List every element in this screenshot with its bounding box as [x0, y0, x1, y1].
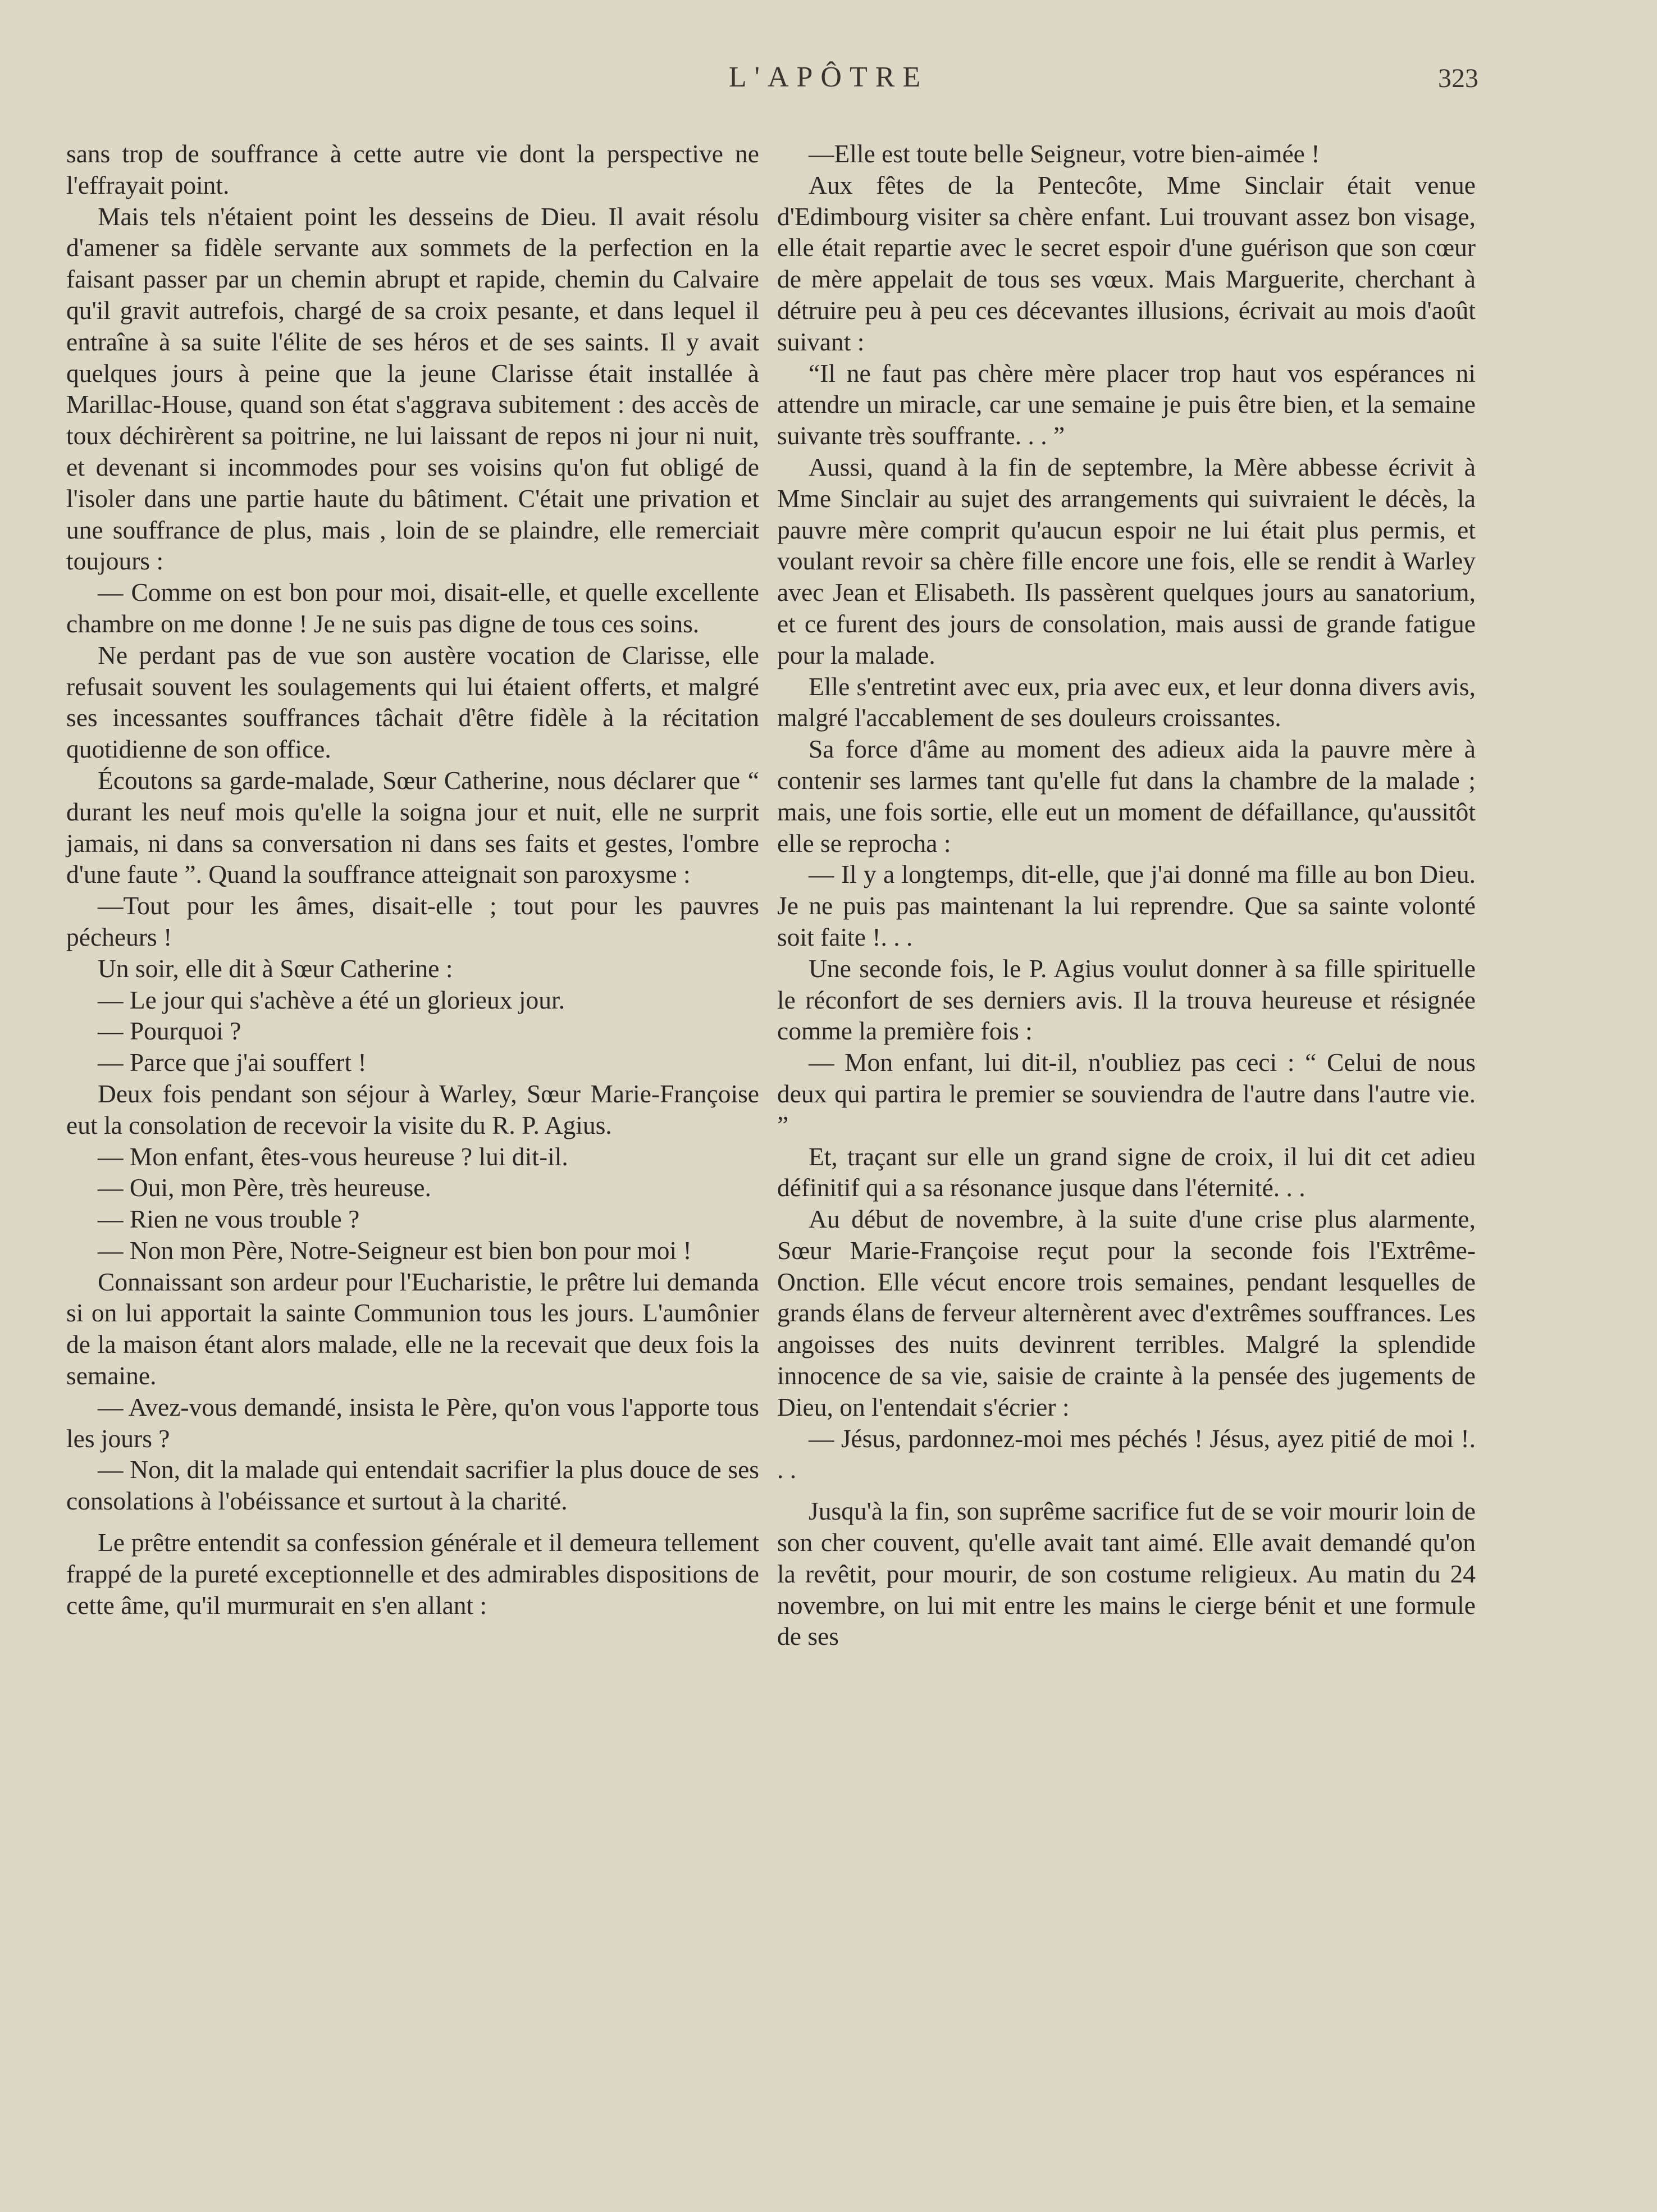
paragraph: Une seconde fois, le P. Agius voulut donner à sa fille spirituelle le réconfort de ses derniers avis. Il la trouva heureuse et résignée comme la première fois : [777, 954, 1476, 1046]
paragraph: Jusqu'à la fin, son suprême sacrifice fut de se voir mourir loin de son cher couvent, qu'elle avait tant aimé. Elle avait demandé qu'on la revêtit, pour mourir, de son costume religieux. Au matin du 24 novembre, on lui mit entre les mains le cierge bénit et une formule de ses [777, 1497, 1476, 1651]
paragraph: —Elle est toute belle Seigneur, votre bien-aimée ! [809, 139, 1320, 168]
paragraph: — Le jour qui s'achève a été un glorieux jour. [98, 985, 565, 1014]
paragraph: — Mon enfant, êtes-vous heureuse ? lui dit-il. [98, 1142, 568, 1171]
paragraph: — Il y a longtemps, dit-elle, que j'ai donné ma fille au bon Dieu. Je ne puis pas maintenant la lui reprendre. Que sa sainte volonté soit faite !. . . [777, 860, 1476, 951]
running-title: L'APÔTRE [728, 61, 929, 93]
paragraph: Elle s'entretint avec eux, pria avec eux, et leur donna divers avis, malgré l'accablement de ses douleurs croissantes. [777, 672, 1476, 732]
paragraph: — Pourquoi ? [98, 1016, 241, 1046]
paragraph: — Mon enfant, lui dit-il, n'oubliez pas ceci : “ Celui de nous deux qui partira le premier se souviendra de l'autre dans l'autre vie. ” [777, 1048, 1476, 1139]
paragraph: “Il ne faut pas chère mère placer trop haut vos espérances ni attendre un miracle, car une semaine je puis être bien, et la semaine suivante très souffrante. . . ” [777, 358, 1476, 450]
paragraph: — Comme on est bon pour moi, disait-elle, et quelle excellente chambre on me donne ! Je ne suis pas digne de tous ces soins. [66, 578, 759, 638]
paragraph: sans trop de souffrance à cette autre vie dont la perspective ne l'effrayait point. [66, 139, 759, 199]
page-number: 323 [1438, 63, 1478, 93]
paragraph: Au début de novembre, à la suite d'une crise plus alarmente, Sœur Marie-Françoise reçut pour la seconde fois l'Extrême-Onction. Elle vécut encore trois semaines, pendant lesquelles de grands élans de ferveur alternèrent avec d'extrêmes souffrances. Les angoisses des nuits devinrent terribles. Malgré la splendide innocence de sa vie, saisie de crainte à la pensée des jugements de Dieu, on l'entendait s'écrier : [777, 1205, 1476, 1421]
paragraph: Un soir, elle dit à Sœur Catherine : [98, 954, 453, 983]
paragraph: Connaissant son ardeur pour l'Eucharistie, le prêtre lui demanda si on lui apportait la sainte Communion tous les jours. L'aumônier de la maison étant alors malade, elle ne la recevait que deux fois la semaine. [66, 1267, 759, 1390]
paragraph: Écoutons sa garde-malade, Sœur Catherine, nous déclarer que “ durant les neuf mois qu'elle la soigna jour et nuit, elle ne surprit jamais, ni dans sa conversation ni dans ses faits et gestes, l'ombre d'une faute ”. Quand la souffrance atteignait son paroxysme : [66, 765, 759, 889]
paragraph: — Non, dit la malade qui entendait sacrifier la plus douce de ses consolations à l'obéissance et surtout à la charité. [66, 1455, 759, 1516]
paragraph: Aux fêtes de la Pentecôte, Mme Sinclair était venue d'Edimbourg visiter sa chère enfant. Lui trouvant assez bon visage, elle était repartie avec le secret espoir d'une guérison que son cœur de mère appelait de tous ses vœux. Mais Marguerite, cherchant à détruire peu à peu ces décevantes illusions, écrivait au mois d'août suivant : [777, 170, 1476, 356]
paragraph: — Non mon Père, Notre-Seigneur est bien bon pour moi ! [98, 1235, 692, 1265]
paragraph: Ne perdant pas de vue son austère vocation de Clarisse, elle refusait souvent les soulagements qui lui étaient offerts, et malgré ses incessantes souffrances tâchait d'être fidèle à la récitation quotidienne de son office. [66, 640, 759, 764]
paragraph: Aussi, quand à la fin de septembre, la Mère abbesse écrivit à Mme Sinclair au sujet des arrangements qui suivraient le décès, la pauvre mère comprit qu'aucun espoir ne lui était plus permis, et voulant revoir sa chère fille encore une fois, elle se rendit à Warley avec Jean et Elisabeth. Ils passèrent quelques jours au sanatorium, et ce furent des jours de consolation, mais aussi de grande fatigue pour la malade. [777, 452, 1476, 669]
paragraph: Deux fois pendant son séjour à Warley, Sœur Marie-Françoise eut la consolation de recevoir la visite du R. P. Agius. [66, 1079, 759, 1139]
paragraph: Et, traçant sur elle un grand signe de croix, il lui dit cet adieu définitif qui a sa résonance jusque dans l'éternité. . . [777, 1142, 1476, 1202]
paragraph: Sa force d'âme au moment des adieux aida la pauvre mère à contenir ses larmes tant qu'elle fut dans la chambre de la malade ; mais, une fois sortie, elle eut un moment de défaillance, qu'aussitôt elle se reprocha : [777, 735, 1476, 858]
paragraph: — Oui, mon Père, très heureuse. [98, 1173, 431, 1202]
left-column [66, 138, 759, 1621]
paragraph: Mais tels n'étaient point les desseins de Dieu. Il avait résolu d'amener sa fidèle servante aux sommets de la perfection en la faisant passer par un chemin abrupt et rapide, chemin du Calvaire qu'il gravit autrefois, chargé de sa croix pesante, et dans lequel il entraîne à sa suite l'élite de ses héros et de ses saints. Il y avait quelques jours à peine que la jeune Clarisse était installée à Marillac-House, quand son état s'aggrava subitement : des accès de toux déchirèrent sa poitrine, ne lui laissant de repos ni jour ni nuit, et devenant si incommodes pour ses voisins qu'on fut obligé de l'isoler dans une partie haute du bâtiment. C'était une privation et une souffrance de plus, mais , loin de se plaindre, elle remerciait toujours : [66, 202, 759, 576]
paragraph: Le prêtre entendit sa confession générale et il demeura tellement frappé de la pureté exceptionnelle et des admirables dispositions de cette âme, qu'il murmurait en s'en allant : [66, 1528, 759, 1620]
paragraph: — Avez-vous demandé, insista le Père, qu'on vous l'apporte tous les jours ? [66, 1392, 759, 1453]
right-column [777, 138, 1476, 1652]
paragraph: —Tout pour les âmes, disait-elle ; tout pour les pauvres pécheurs ! [66, 891, 759, 951]
paragraph: — Parce que j'ai souffert ! [98, 1048, 367, 1077]
paragraph: — Jésus, pardonnez-moi mes péchés ! Jésus, ayez pitié de moi !. . . [777, 1424, 1476, 1484]
paragraph: — Rien ne vous trouble ? [98, 1205, 360, 1234]
